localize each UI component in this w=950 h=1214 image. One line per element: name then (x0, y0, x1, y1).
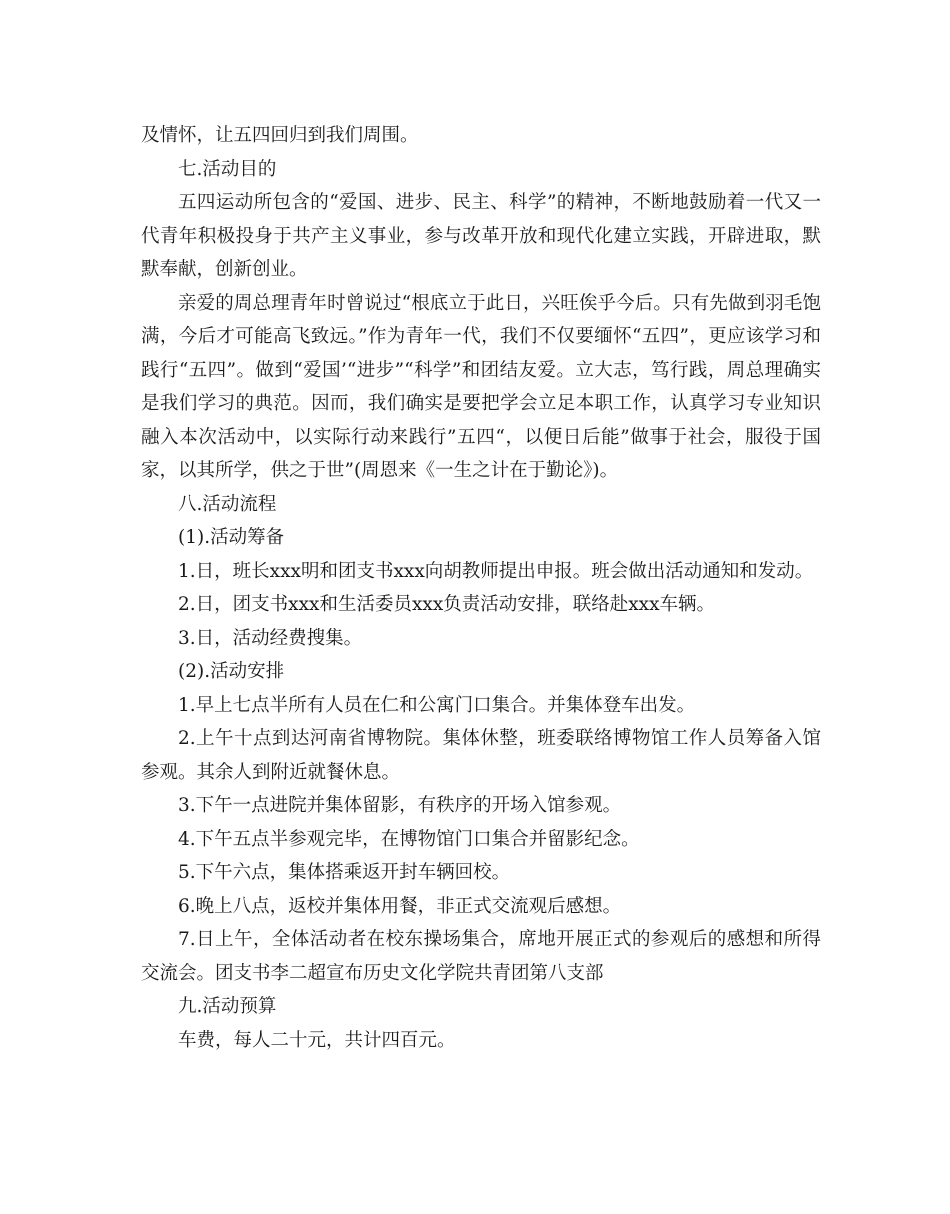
list-item: 5.下午六点，集体搭乘返开封车辆回校。 (178, 862, 511, 883)
paragraph-continuation: 及情怀，让五四回归到我们周围。 (141, 125, 419, 146)
list-item: 6.晚上八点，返校并集体用餐，非正式交流观后感想。 (178, 895, 622, 917)
document-body (141, 119, 821, 1057)
subsection-heading-preparation: (1).活动筹备 (178, 527, 285, 548)
list-item: 2.日，团支书xxx和生活委员xxx负责活动安排，联络赴xxx车辆。 (178, 594, 716, 615)
list-item: 3.下午一点进院并集体留影，有秩序的开场入馆参观。 (178, 795, 622, 816)
paragraph-budget: 车费，每人二十元，共计四百元。 (178, 1029, 456, 1051)
list-item: 7.日上午，全体活动者在校东操场集合，席地开展正式的参观后的感想和所得交流会。团支书李二超宣布历史文化学院共青团第八支部 (141, 929, 821, 984)
subsection-heading-arrangement: (2).活动安排 (178, 661, 285, 682)
section-heading-purpose: 七.活动目的 (178, 158, 277, 180)
list-item: 1.早上七点半所有人员在仁和公寓门口集合。并集体登车出发。 (178, 694, 696, 716)
section-heading-budget: 九.活动预算 (178, 996, 277, 1017)
list-item: 4.下午五点半参观完毕，在博物馆门口集合并留影纪念。 (178, 828, 640, 850)
paragraph-may-fourth-spirit: 五四运动所包含的“爱国、进步、民主、科学”的精神，不断地鼓励着一代又一代青年积极投身于共产主义事业，参与改革开放和现代化建立实践，开辟进取，默默奉献，创新创业。 (141, 192, 821, 280)
paragraph-zhou-quote: 亲爱的周总理青年时曾说过“根底立于此日，兴旺俟乎今后。只有先做到羽毛饱满，今后才可能高飞致远。”作为青年一代，我们不仅要缅怀“五四”，更应该学习和践行“五四”。做到“爱国’“进步”“科学”和团结友爱。立大志，笃行践，周总理确实是我们学习的典范。因而，我们确实是要把学会立足本职工作，认真学习专业知识融入本次活动中，以实际行动来践行”五四“，以便日后能”做事于社会，服役于国家，以其所学，供之于世”(周恩来《一生之计在于勤论》)。 (141, 292, 821, 481)
list-item: 2.上午十点到达河南省博物院。集体休整，班委联络博物馆工作人员筹备入馆参观。其余人到附近就餐休息。 (141, 728, 821, 783)
list-item: 1.日，班长xxx明和团支书xxx向胡教师提出申报。班会做出活动通知和发动。 (178, 560, 814, 582)
section-heading-process: 八.活动流程 (178, 493, 277, 515)
list-item: 3.日，活动经费搜集。 (178, 627, 363, 649)
